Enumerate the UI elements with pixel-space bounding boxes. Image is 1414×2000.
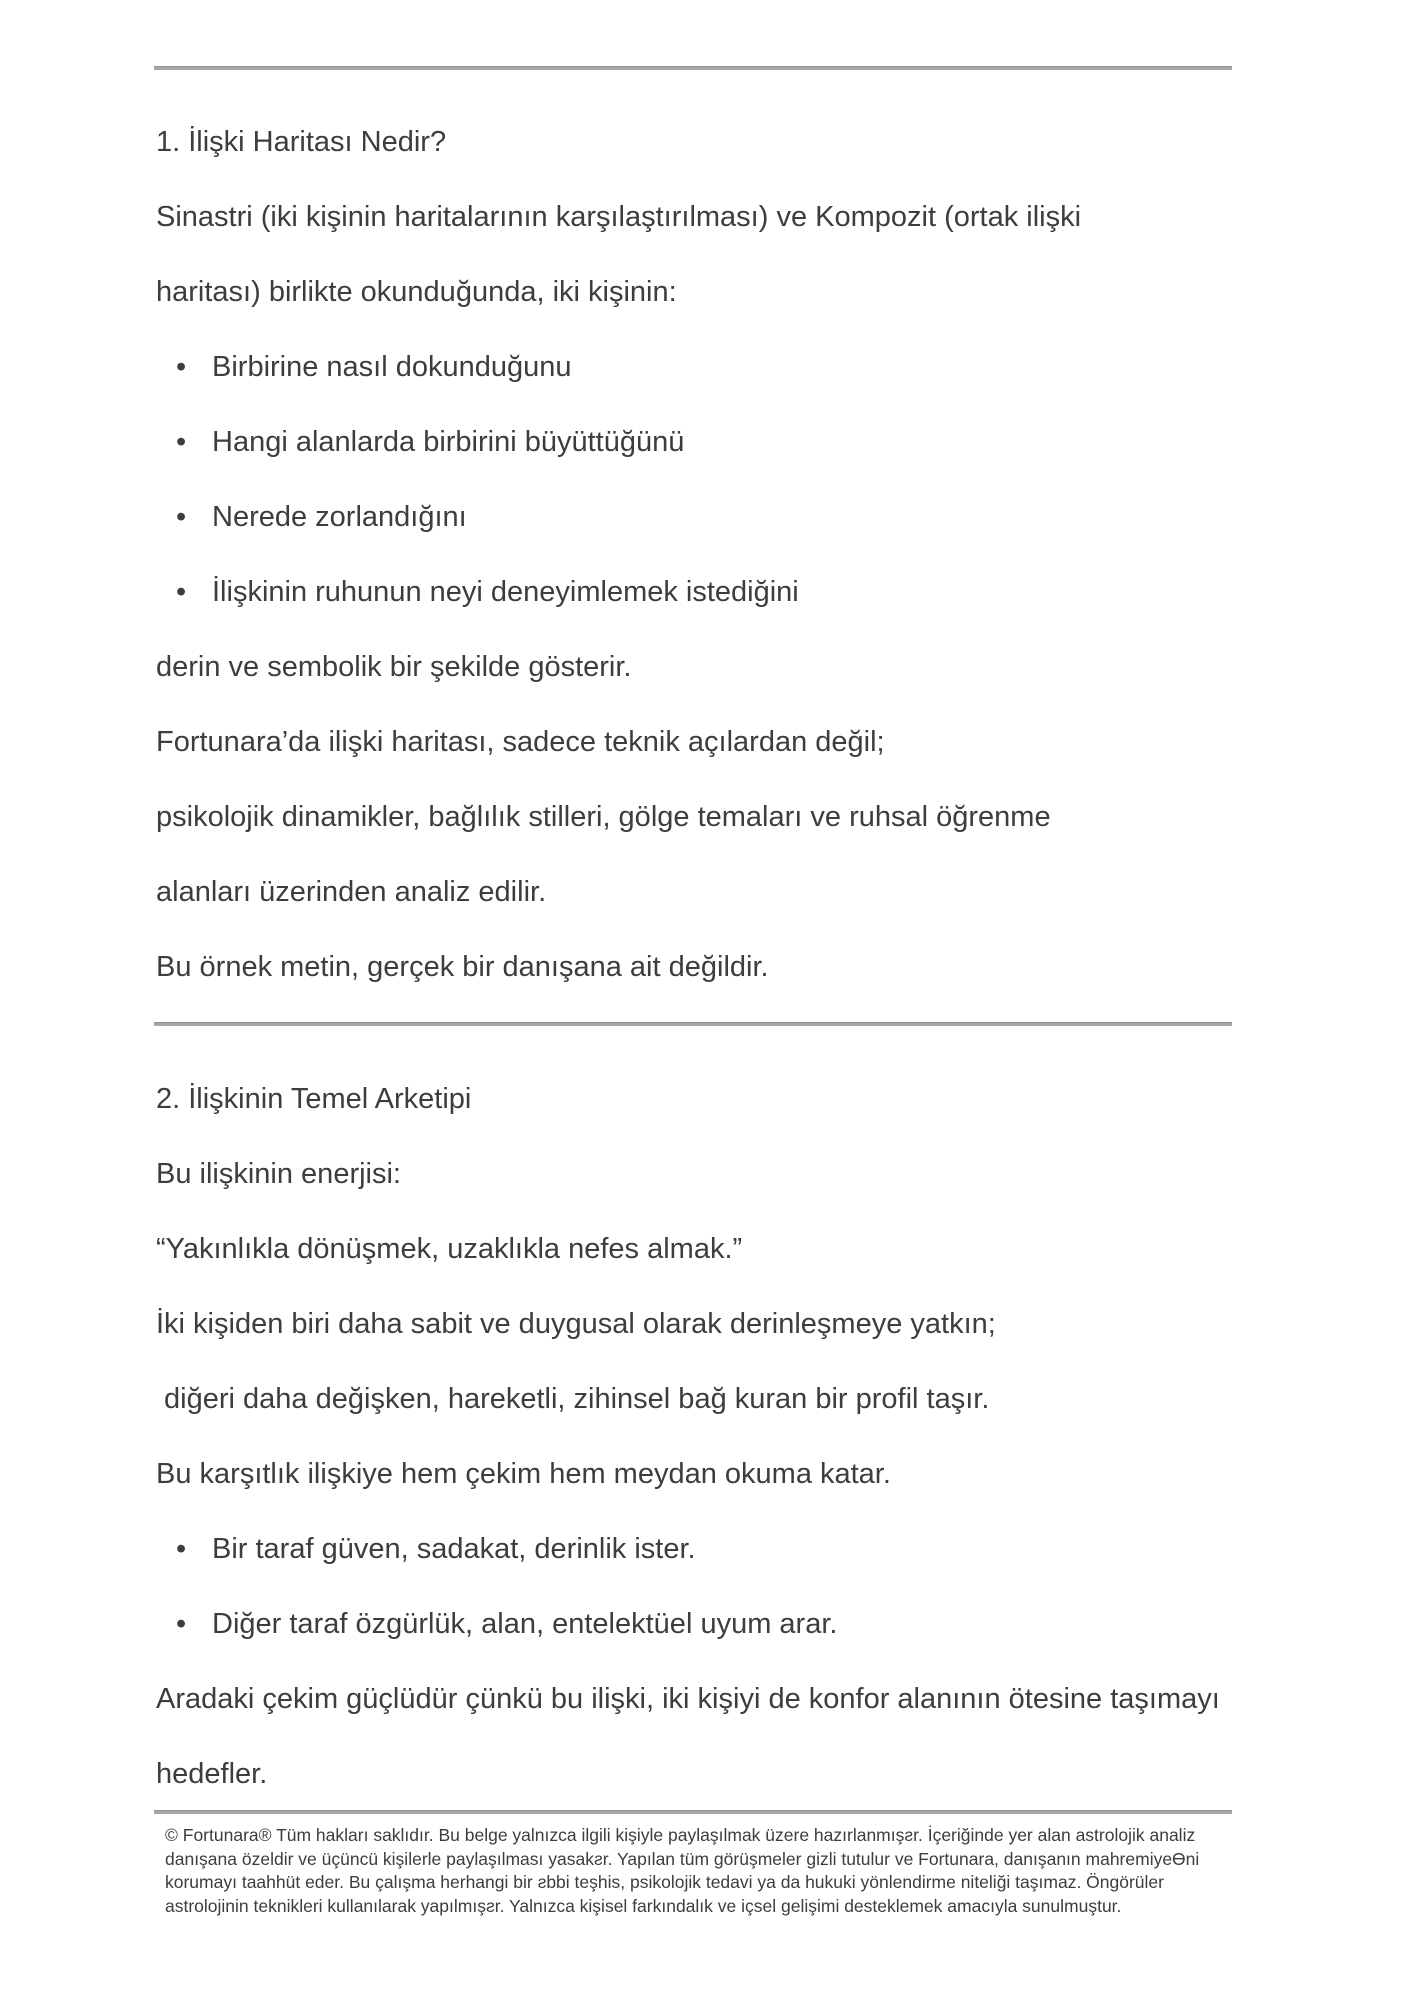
paragraph-line: Bu ilişkinin enerjisi: <box>156 1158 401 1190</box>
paragraph-line: diğeri daha değişken, hareketli, zihinsel bağ kuran bir profil taşır. <box>156 1383 990 1415</box>
bullet-icon: • <box>176 501 187 533</box>
paragraph-line: Bu örnek metin, gerçek bir danışana ait değildir. <box>156 951 769 983</box>
footer-divider <box>154 1810 1232 1814</box>
bullet-icon: • <box>176 1608 187 1640</box>
section-2-heading: 2. İlişkinin Temel Arketipi <box>156 1083 472 1115</box>
bullet-icon: • <box>176 426 187 458</box>
copyright-footer <box>165 1824 1225 1918</box>
list-item-text: Bir taraf güven, sadakat, derinlik ister. <box>212 1533 696 1565</box>
section-1-heading: 1. İlişki Haritası Nedir? <box>156 126 447 158</box>
footer-line: danışana özeldir ve üçüncü kişilerle paylaşılması yasakƨr. Yapılan tüm görüşmeler gizli tutulur ve Fortunara, danışanın mahremiyeƟni <box>165 1848 1200 1869</box>
list-item <box>156 1587 1414 1662</box>
paragraph-line: Sinastri (iki kişinin haritalarının karşılaştırılması) ve Kompozit (ortak ilişki <box>156 201 1082 233</box>
paragraph-line: psikolojik dinamikler, bağlılık stilleri, gölge temaları ve ruhsal öğrenme <box>156 801 1051 833</box>
bullet-icon: • <box>176 351 187 383</box>
paragraph-line: Fortunara’da ilişki haritası, sadece teknik açılardan değil; <box>156 726 885 758</box>
paragraph-line: “Yakınlıkla dönüşmek, uzaklıkla nefes almak.” <box>156 1233 743 1265</box>
list-item-text: Diğer taraf özgürlük, alan, entelektüel uyum arar. <box>212 1608 838 1640</box>
footer-line: © Fortunara® Tüm hakları saklıdır. Bu belge yalnızca ilgili kişiyle paylaşılmak üzere hazırlanmışƨr. İçeriğinde yer alan astrolojik analiz <box>165 1825 1196 1845</box>
bullet-icon: • <box>176 1533 187 1565</box>
list-item-text: Birbirine nasıl dokunduğunu <box>212 351 572 383</box>
paragraph-line: hedefler. <box>156 1758 268 1790</box>
list-item <box>156 330 1414 405</box>
bullet-icon: • <box>176 576 187 608</box>
list-item <box>156 555 1414 630</box>
paragraph-line: Bu karşıtlık ilişkiye hem çekim hem meydan okuma katar. <box>156 1458 891 1490</box>
section-2 <box>156 1062 1414 1812</box>
footer-line: astrolojinin teknikleri kullanılarak yapılmışƨr. Yalnızca kişisel farkındalık ve içsel gelişimi desteklemek amacıyla sunulmuştur. <box>165 1895 1122 1916</box>
list-item <box>156 1512 1414 1587</box>
paragraph-line: derin ve sembolik bir şekilde gösterir. <box>156 651 632 683</box>
list-item-text: İlişkinin ruhunun neyi deneyimlemek istediğini <box>212 576 799 608</box>
paragraph-line: alanları üzerinden analiz edilir. <box>156 876 547 908</box>
paragraph-line: Aradaki çekim güçlüdür çünkü bu ilişki, iki kişiyi de konfor alanının ötesine taşımayı <box>156 1683 1220 1715</box>
section-divider-middle <box>154 1022 1232 1026</box>
section-1 <box>156 105 1414 1005</box>
paragraph-line: İki kişiden biri daha sabit ve duygusal olarak derinleşmeye yatkın; <box>156 1308 996 1340</box>
footer-line: korumayı taahhüt eder. Bu çalışma herhangi bir ƨbbi teşhis, psikolojik tedavi ya da hukuki yönlendirme niteliği taşımaz. Öngörüler <box>165 1872 1164 1892</box>
list-item-text: Nerede zorlandığını <box>212 501 467 533</box>
list-item <box>156 405 1414 480</box>
list-item <box>156 480 1414 555</box>
list-item-text: Hangi alanlarda birbirini büyüttüğünü <box>212 426 685 458</box>
paragraph-line: haritası) birlikte okunduğunda, iki kişinin: <box>156 276 677 308</box>
section-divider-top <box>154 66 1232 70</box>
